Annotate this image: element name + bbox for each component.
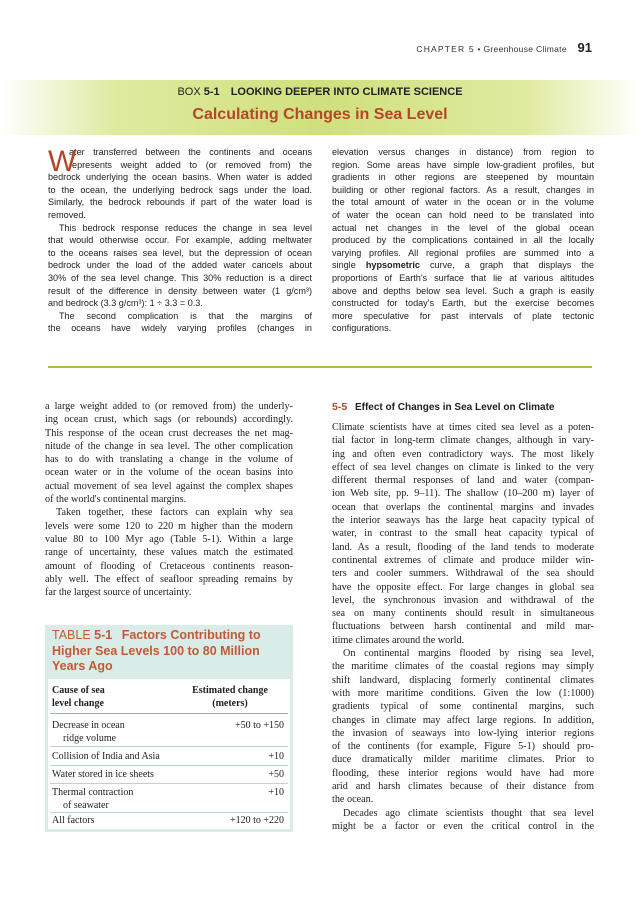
box-line: elevation versus changes in distance) from region to (332, 147, 594, 157)
body-line: effect of sea level changes on climate is linked to the very (332, 461, 594, 473)
box-line: that would otherwise occur. For example, adding meltwater (48, 235, 312, 246)
body-line: of the world's continental margins. (45, 494, 187, 506)
table-row (52, 751, 284, 764)
box-line: Similarly, the bedrock rebounds if part of the water load is (48, 197, 312, 208)
value-cell: +50 (268, 769, 284, 780)
box-line: 30% of the sea level change. This 30% reduction is a direct (48, 272, 312, 283)
table-title (52, 628, 288, 675)
row-rule (50, 765, 288, 766)
body-line: different thermal responses of land and water (compan- (332, 475, 594, 487)
column-header-estimate-line1: Estimated change (192, 685, 268, 696)
body-line: water, in contrast to the small heat capacity typical of (332, 528, 594, 540)
body-line: Decades ago climate scientists thought that sea level (343, 807, 594, 819)
body-line: have the opposite effect. For large changes in global sea (332, 581, 594, 593)
cause-cell (52, 769, 212, 782)
body-line: level, the synchronous invasion and withdrawal of the (332, 594, 594, 606)
box-line: the oceans have widely varying profiles (changes in (48, 323, 312, 334)
box-line: of water the ocean can hold need to be translated into (332, 209, 594, 220)
body-line: actual movement of sea level against the complex shapes (45, 480, 293, 492)
column-header-estimate-line2: (meters) (212, 697, 248, 709)
value-cell: +50 to +150 (234, 720, 284, 731)
body-line: of the continents (for example, Figure 5-1) should pro- (332, 741, 594, 753)
body-line: sea on many continents should result in simultaneous (332, 608, 594, 620)
body-line: changes in climate may affect large regions. In addition, (332, 714, 594, 726)
chapter-label: CHAPTER 5 (416, 44, 475, 54)
body-line: might be a factor or even the critical control in the (332, 820, 594, 832)
box-line: represents weight added to (or removed from) the (69, 159, 312, 170)
chapter-title: Greenhouse Climate (483, 44, 567, 54)
body-line: the ocean. (332, 794, 374, 806)
hypsometric-term: hypsometric (365, 260, 420, 271)
box-line: actual net changes in the level of the global ocean (332, 222, 594, 233)
value-cell: +120 to +220 (229, 815, 284, 826)
table-row (52, 787, 284, 812)
box-word: BOX (177, 86, 201, 98)
main-left-column (45, 400, 293, 599)
drop-cap: W (48, 145, 77, 178)
body-line: has to do with translating a change in the volume of (45, 454, 293, 466)
body-line: tial factor in long-term climate changes, although in vary- (332, 435, 594, 447)
table-row (52, 720, 284, 745)
section-heading (332, 401, 594, 413)
box-line: This bedrock response reduces the change in sea level (59, 222, 312, 233)
body-line: ocean water or in the volume of the ocean basins into (45, 467, 293, 479)
box-line: removed. (48, 209, 86, 220)
box-line: more speculative for past intervals of plate tectonic (332, 310, 594, 321)
body-line: far the largest source of uncertainty. (45, 587, 192, 599)
main-right-column (332, 421, 594, 833)
box-line: bedrock under the load of the added water cancels about (48, 260, 312, 271)
cause-text: All factors (52, 815, 95, 826)
box-line: proportions of Earth's surface that lie at various altitudes (332, 272, 594, 283)
body-line: with more maritime conditions. Given the low (1:1000) (332, 687, 594, 699)
hypsometric-prefix: single (332, 260, 356, 271)
body-line: range of uncertainty, these values match the estimated (45, 547, 293, 559)
box-line-hypsometric (332, 259, 594, 272)
body-line: Taken together, these factors can explain why sea (56, 507, 293, 519)
cause-cell (52, 751, 212, 764)
body-line: value 80 to 100 Myr ago (Table 5-1). Within a large (45, 533, 293, 545)
body-line: land. As a result, flooding of the land tends to moderate (332, 541, 594, 553)
body-line: duce dramatically milder maritime climates. Prior to (332, 754, 594, 766)
box-line: the total amount of water in the ocean or in the volume (332, 197, 594, 208)
column-header-estimate (180, 685, 280, 710)
body-line: Climate scientists have at times cited sea level as a poten- (332, 422, 594, 433)
table-caption: Factors Contributing to Higher Sea Levels 100 to 80 Million Years Ago (52, 628, 261, 673)
body-line: gradients typical of some continental margins, such (332, 701, 594, 713)
box-line: bedrock underlying the ocean basins. When water is added (48, 172, 312, 183)
body-line: levels were some 120 to 220 m higher than the modern (45, 520, 293, 532)
cause-text: Water stored in ice sheets (52, 769, 154, 780)
body-line: ion Web site, pp. 9–11). The shallow (10–200 m) layer of (332, 488, 594, 500)
body-line: nitude of the change in sea level. The other complication (45, 440, 293, 452)
body-line: ocean that overlaps the continental margins and invades (332, 501, 594, 513)
cause-text-cont: ridge volume (63, 732, 117, 744)
body-line: the maritime climates of the coastal regions may simply (332, 661, 594, 673)
cause-cell (52, 815, 212, 828)
table-header-rule (50, 713, 288, 714)
cause-cell (52, 720, 212, 745)
box-line: to the oceans raises sea level, but the depression of ocean (48, 247, 312, 258)
body-line: ably well. The effect of seafloor spreading remains by (45, 573, 293, 585)
box-line: and bedrock (3.3 g/cm³): 1 ÷ 3.3 = 0.3. (48, 298, 203, 309)
box-line: gradients in other regions are steepened by mountain (332, 172, 594, 183)
column-header-cause-line1: Cause of sea (52, 685, 105, 696)
body-line: the interior seaways has the large heat capacity typical of (332, 515, 594, 527)
column-header-cause-line2: level change (52, 697, 104, 709)
box-line: region. Some areas have simple low-gradient profiles, but (332, 159, 594, 170)
box-line: constructed for today's Earth, but the exercise becomes (332, 298, 594, 309)
box-line: configurations. (332, 323, 392, 334)
box-line: building or other regional factors. As a result, changes in (332, 184, 594, 195)
body-line: amount of flooding of Cretaceous continents reason- (45, 560, 293, 572)
body-line: the invasion of seaways into low-lying interior regions (332, 727, 594, 739)
box-bottom-rule (48, 366, 592, 368)
cause-cell (52, 787, 212, 812)
section-title: Effect of Changes in Sea Level on Climate (354, 402, 555, 413)
box-line: The second complication is that the margins of (59, 310, 312, 321)
table-number: 5-1 (94, 628, 113, 642)
box-right-column (332, 146, 594, 335)
body-line: a large weight added to (or removed from) the underly- (45, 401, 293, 412)
box-line: result of the difference in density between water (1 g/cm³) (48, 285, 312, 296)
box-line: varying profiles. All regional profiles are summed into a (332, 247, 594, 258)
page-number: 91 (577, 40, 592, 55)
table-row (52, 815, 284, 828)
box-line: above and depths below sea level. Such a graph is easily (332, 285, 594, 296)
cause-text: Collision of India and Asia (52, 751, 160, 762)
row-rule (50, 783, 288, 784)
box-left-column (48, 146, 312, 335)
box-line: ater transferred between the continents and oceans (69, 147, 312, 157)
body-line: shift landward, displacing formerly continental climates (332, 674, 594, 686)
table-word: TABLE (52, 628, 91, 642)
box-title: Calculating Changes in Sea Level (192, 106, 448, 123)
header-separator: • (477, 44, 481, 54)
box-label (48, 86, 592, 98)
box-line: to the ocean, the underlying bedrock sags under the load. (48, 184, 312, 195)
hypsometric-rest: curve, a graph that displays the (429, 260, 594, 271)
row-rule (50, 746, 288, 747)
body-line: itime climates around the world. (332, 634, 465, 646)
body-line: This response of the ocean crust decreases the net mag- (45, 427, 293, 439)
box-number: 5-1 (203, 86, 220, 98)
body-line: fluctuations between harsh continental and mild mar- (332, 621, 594, 633)
value-cell: +10 (268, 787, 284, 798)
table-row (52, 769, 284, 782)
cause-text: Thermal contraction (52, 787, 134, 798)
body-line: flooding, these interior regions would have had more (332, 767, 594, 779)
body-line: On continental margins flooded by rising sea level, (343, 648, 594, 660)
cause-text-cont: of seawater (63, 799, 109, 811)
section-number: 5-5 (332, 401, 348, 413)
body-line: ing and often even contradictory ways. The most likely (332, 448, 594, 460)
row-rule (50, 812, 288, 813)
running-header (300, 40, 592, 55)
column-header-cause (52, 685, 172, 710)
box-kicker: LOOKING DEEPER INTO CLIMATE SCIENCE (230, 86, 463, 98)
body-line: continental extremes of climate and produce milder win- (332, 554, 594, 566)
body-line: ing ocean crust, which sags (or rebounds) accordingly. (45, 414, 293, 426)
box-line: produced by the complications contained in all the locally (332, 235, 594, 246)
body-line: ters and cooler summers. Withdrawal of the sea should (332, 568, 594, 580)
body-line: arid and harsh climates because of their distance from (332, 781, 594, 793)
value-cell: +10 (268, 751, 284, 762)
cause-text: Decrease in ocean (52, 720, 125, 731)
